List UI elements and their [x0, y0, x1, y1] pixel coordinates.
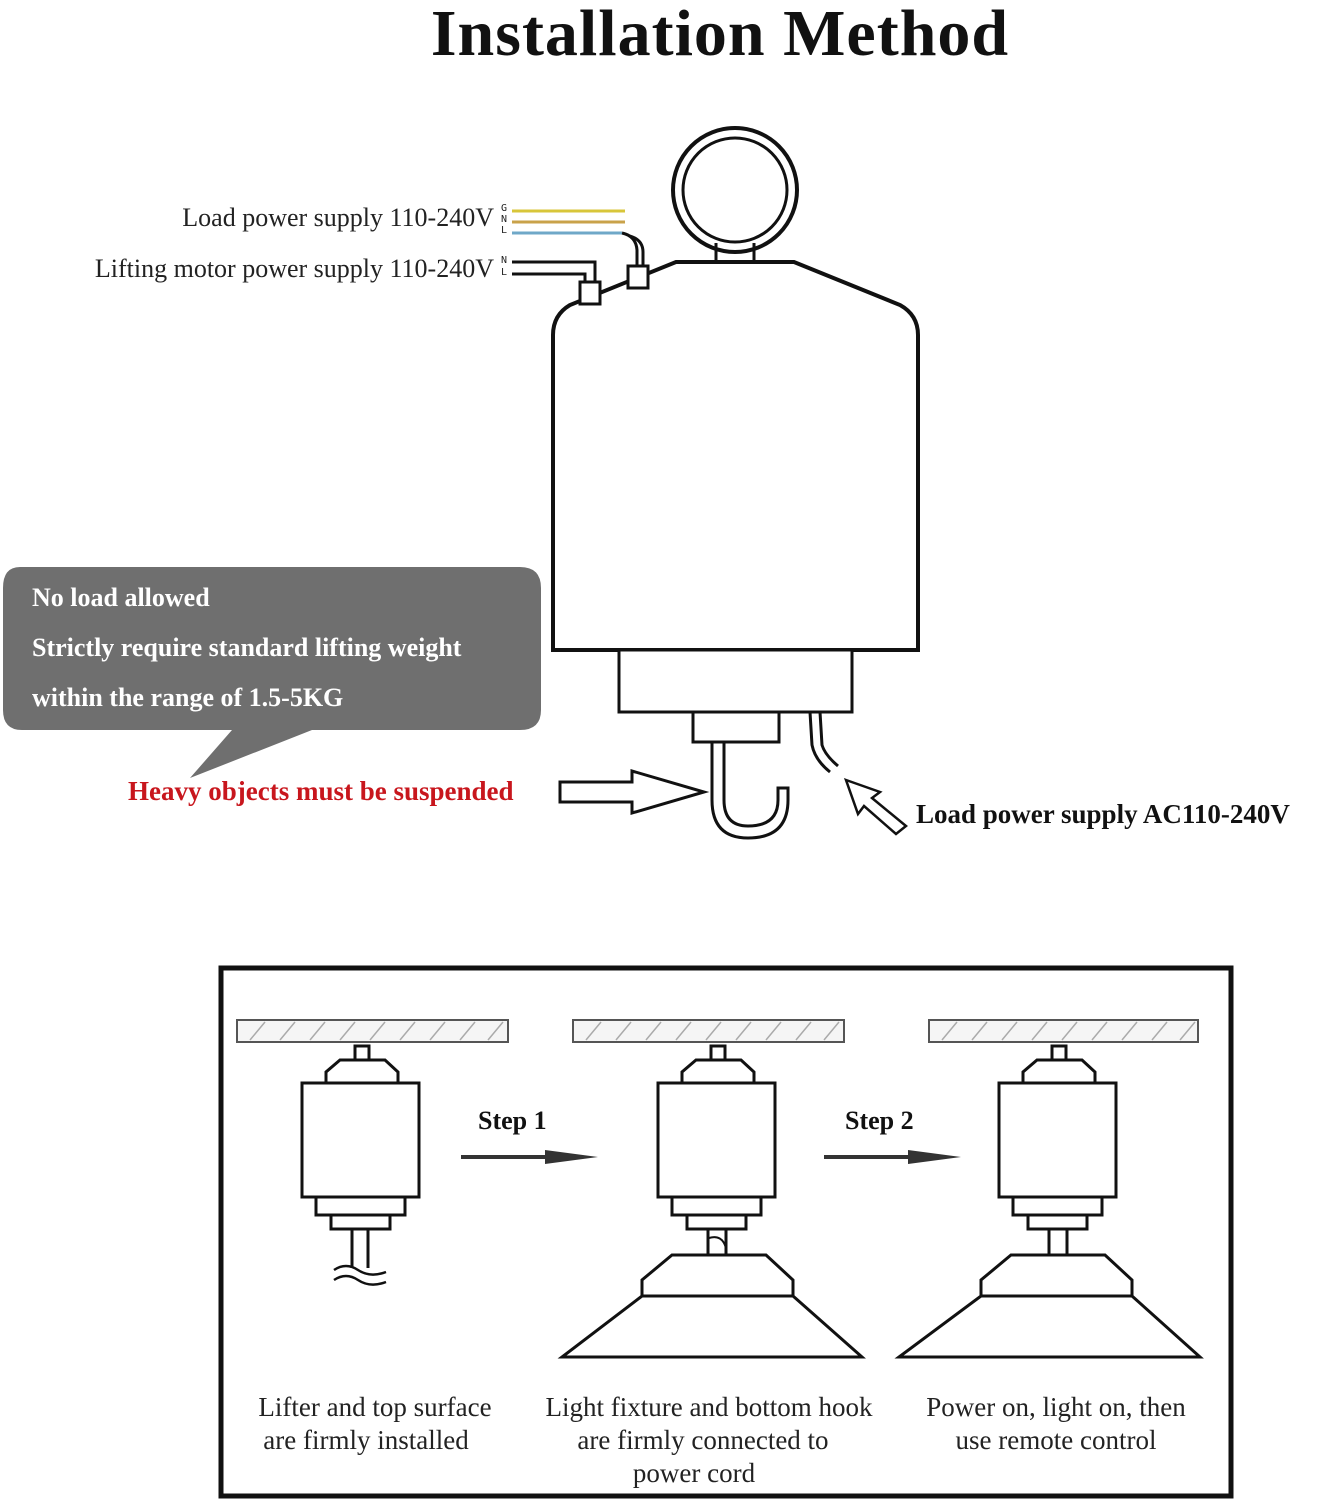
step2-label: Step 2: [845, 1106, 914, 1135]
hook-arrow: [560, 771, 704, 813]
warning-label: Heavy objects must be suspended: [128, 776, 514, 806]
ceiling-1: [237, 1020, 508, 1042]
caption-3-line-2: use remote control: [955, 1425, 1157, 1455]
motor-letter-n: N: [501, 255, 508, 266]
motor-wire-letters: [501, 255, 507, 279]
lifter-body: [553, 262, 918, 650]
top-ring: [673, 128, 797, 252]
caption-3-line-1: Power on, light on, then: [926, 1392, 1186, 1422]
caption-2-line-1: Light fixture and bottom hook: [545, 1392, 873, 1422]
bottom-hook: [712, 742, 788, 838]
lifter-small-2: [562, 1046, 862, 1357]
wire-letter-n: N: [501, 214, 508, 225]
wire-letter-l: L: [501, 225, 508, 236]
page-title: Installation Method: [430, 0, 1010, 70]
caption-2-line-2: are firmly connected to: [577, 1425, 829, 1455]
bubble-line-3: within the range of 1.5-5KG: [32, 683, 344, 712]
step1-arrow: [461, 1150, 598, 1164]
caption-2-line-3: power cord: [632, 1458, 756, 1488]
lifter-base: [619, 650, 852, 712]
bubble-text: [32, 573, 532, 723]
caption-3: [906, 1391, 1206, 1457]
load-ac-label: Load power supply AC110-240V: [916, 799, 1290, 829]
step1-label: Step 1: [478, 1106, 547, 1135]
bubble-line-1: No load allowed: [32, 583, 210, 612]
cord-arrow: [846, 780, 906, 834]
ceiling-3: [929, 1020, 1198, 1042]
load-power-label: Load power supply 110-240V: [182, 203, 494, 232]
bubble-line-2: Strictly require standard lifting weight: [32, 633, 462, 662]
caption-2: [527, 1391, 891, 1490]
motor-letter-l: L: [501, 267, 508, 278]
ceiling-2: [573, 1020, 844, 1042]
lifter-small-3: [899, 1046, 1200, 1357]
caption-1: [230, 1391, 520, 1457]
caption-1-line-1: Lifter and top surface: [258, 1392, 492, 1422]
load-wire-letters: [501, 203, 507, 236]
caption-1-line-2: are firmly installed: [263, 1425, 469, 1455]
wire-letter-g: G: [501, 203, 508, 214]
lifter-small-1: [302, 1046, 419, 1229]
step2-arrow: [824, 1150, 961, 1164]
motor-power-label: Lifting motor power supply 110-240V: [94, 254, 494, 283]
